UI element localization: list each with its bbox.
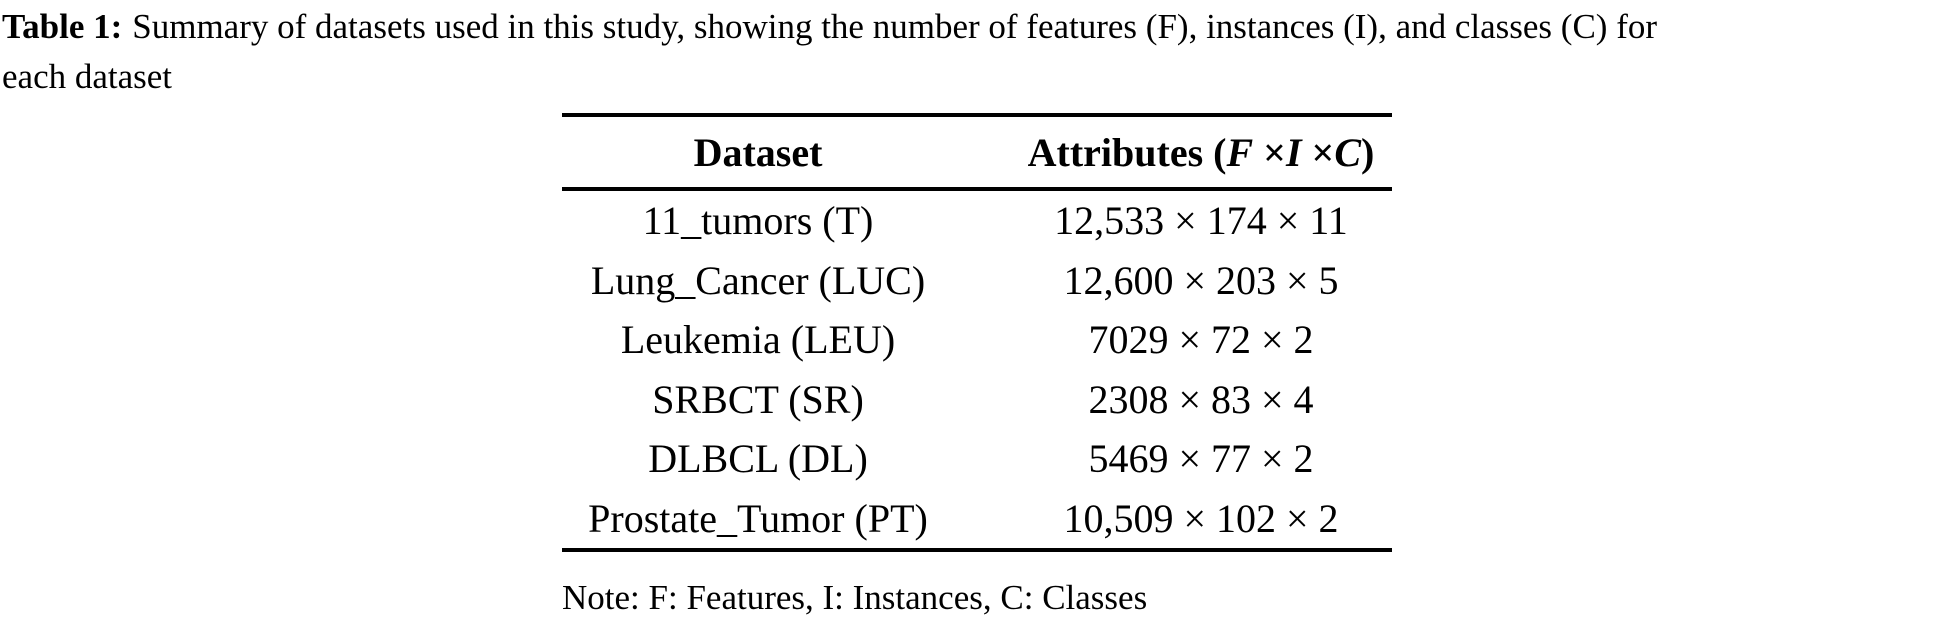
attributes-header-var-i: I (1285, 129, 1302, 175)
table-caption-text-line1: Summary of datasets used in this study, showing the number of features (F), instances (I), and classes (C) for (132, 7, 1658, 46)
attributes-cell: 12,533 × 174 × 11 (1054, 198, 1348, 244)
dataset-cell: Lung_Cancer (LUC) (590, 257, 926, 303)
attributes-cell: 2308 × 83 × 4 (1088, 376, 1314, 422)
dataset-cell: Prostate_Tumor (PT) (588, 495, 928, 541)
table-row (562, 191, 1392, 251)
dataset-cell: DLBCL (DL) (648, 436, 868, 482)
attributes-header-times-2: × (1301, 129, 1335, 175)
attributes-cell: 12,600 × 203 × 5 (1063, 257, 1339, 303)
table-caption-text-line2: each dataset (2, 57, 173, 96)
table-bottom-rule (562, 548, 1392, 552)
attributes-header-suffix: ) (1361, 129, 1375, 175)
attributes-cell: 7029 × 72 × 2 (1088, 317, 1314, 363)
table-caption (2, 2, 1954, 102)
dataset-cell: Leukemia (LEU) (620, 317, 896, 363)
attributes-header-prefix: Attributes ( (1027, 129, 1227, 175)
table-caption-label: Table 1: (2, 7, 123, 46)
dataset-cell: 11_tumors (T) (642, 198, 874, 244)
column-header-dataset: Dataset (693, 129, 823, 175)
column-header-attributes (1010, 129, 1392, 176)
attributes-cell: 10,509 × 102 × 2 (1063, 495, 1339, 541)
table-row (562, 251, 1392, 311)
dataset-cell: SRBCT (SR) (652, 376, 864, 422)
datasets-table (562, 113, 1392, 552)
attributes-cell: 5469 × 77 × 2 (1088, 436, 1314, 482)
table-note: Note: F: Features, I: Instances, C: Classes (562, 578, 1148, 617)
table-row (562, 429, 1392, 489)
attributes-header-var-c: C (1334, 129, 1362, 175)
table-row (562, 489, 1392, 549)
attributes-header-var-f: F (1226, 129, 1254, 175)
table-header-row (562, 117, 1392, 187)
attributes-header-times-1: × (1253, 129, 1286, 175)
table-row (562, 310, 1392, 370)
table-row (562, 370, 1392, 430)
